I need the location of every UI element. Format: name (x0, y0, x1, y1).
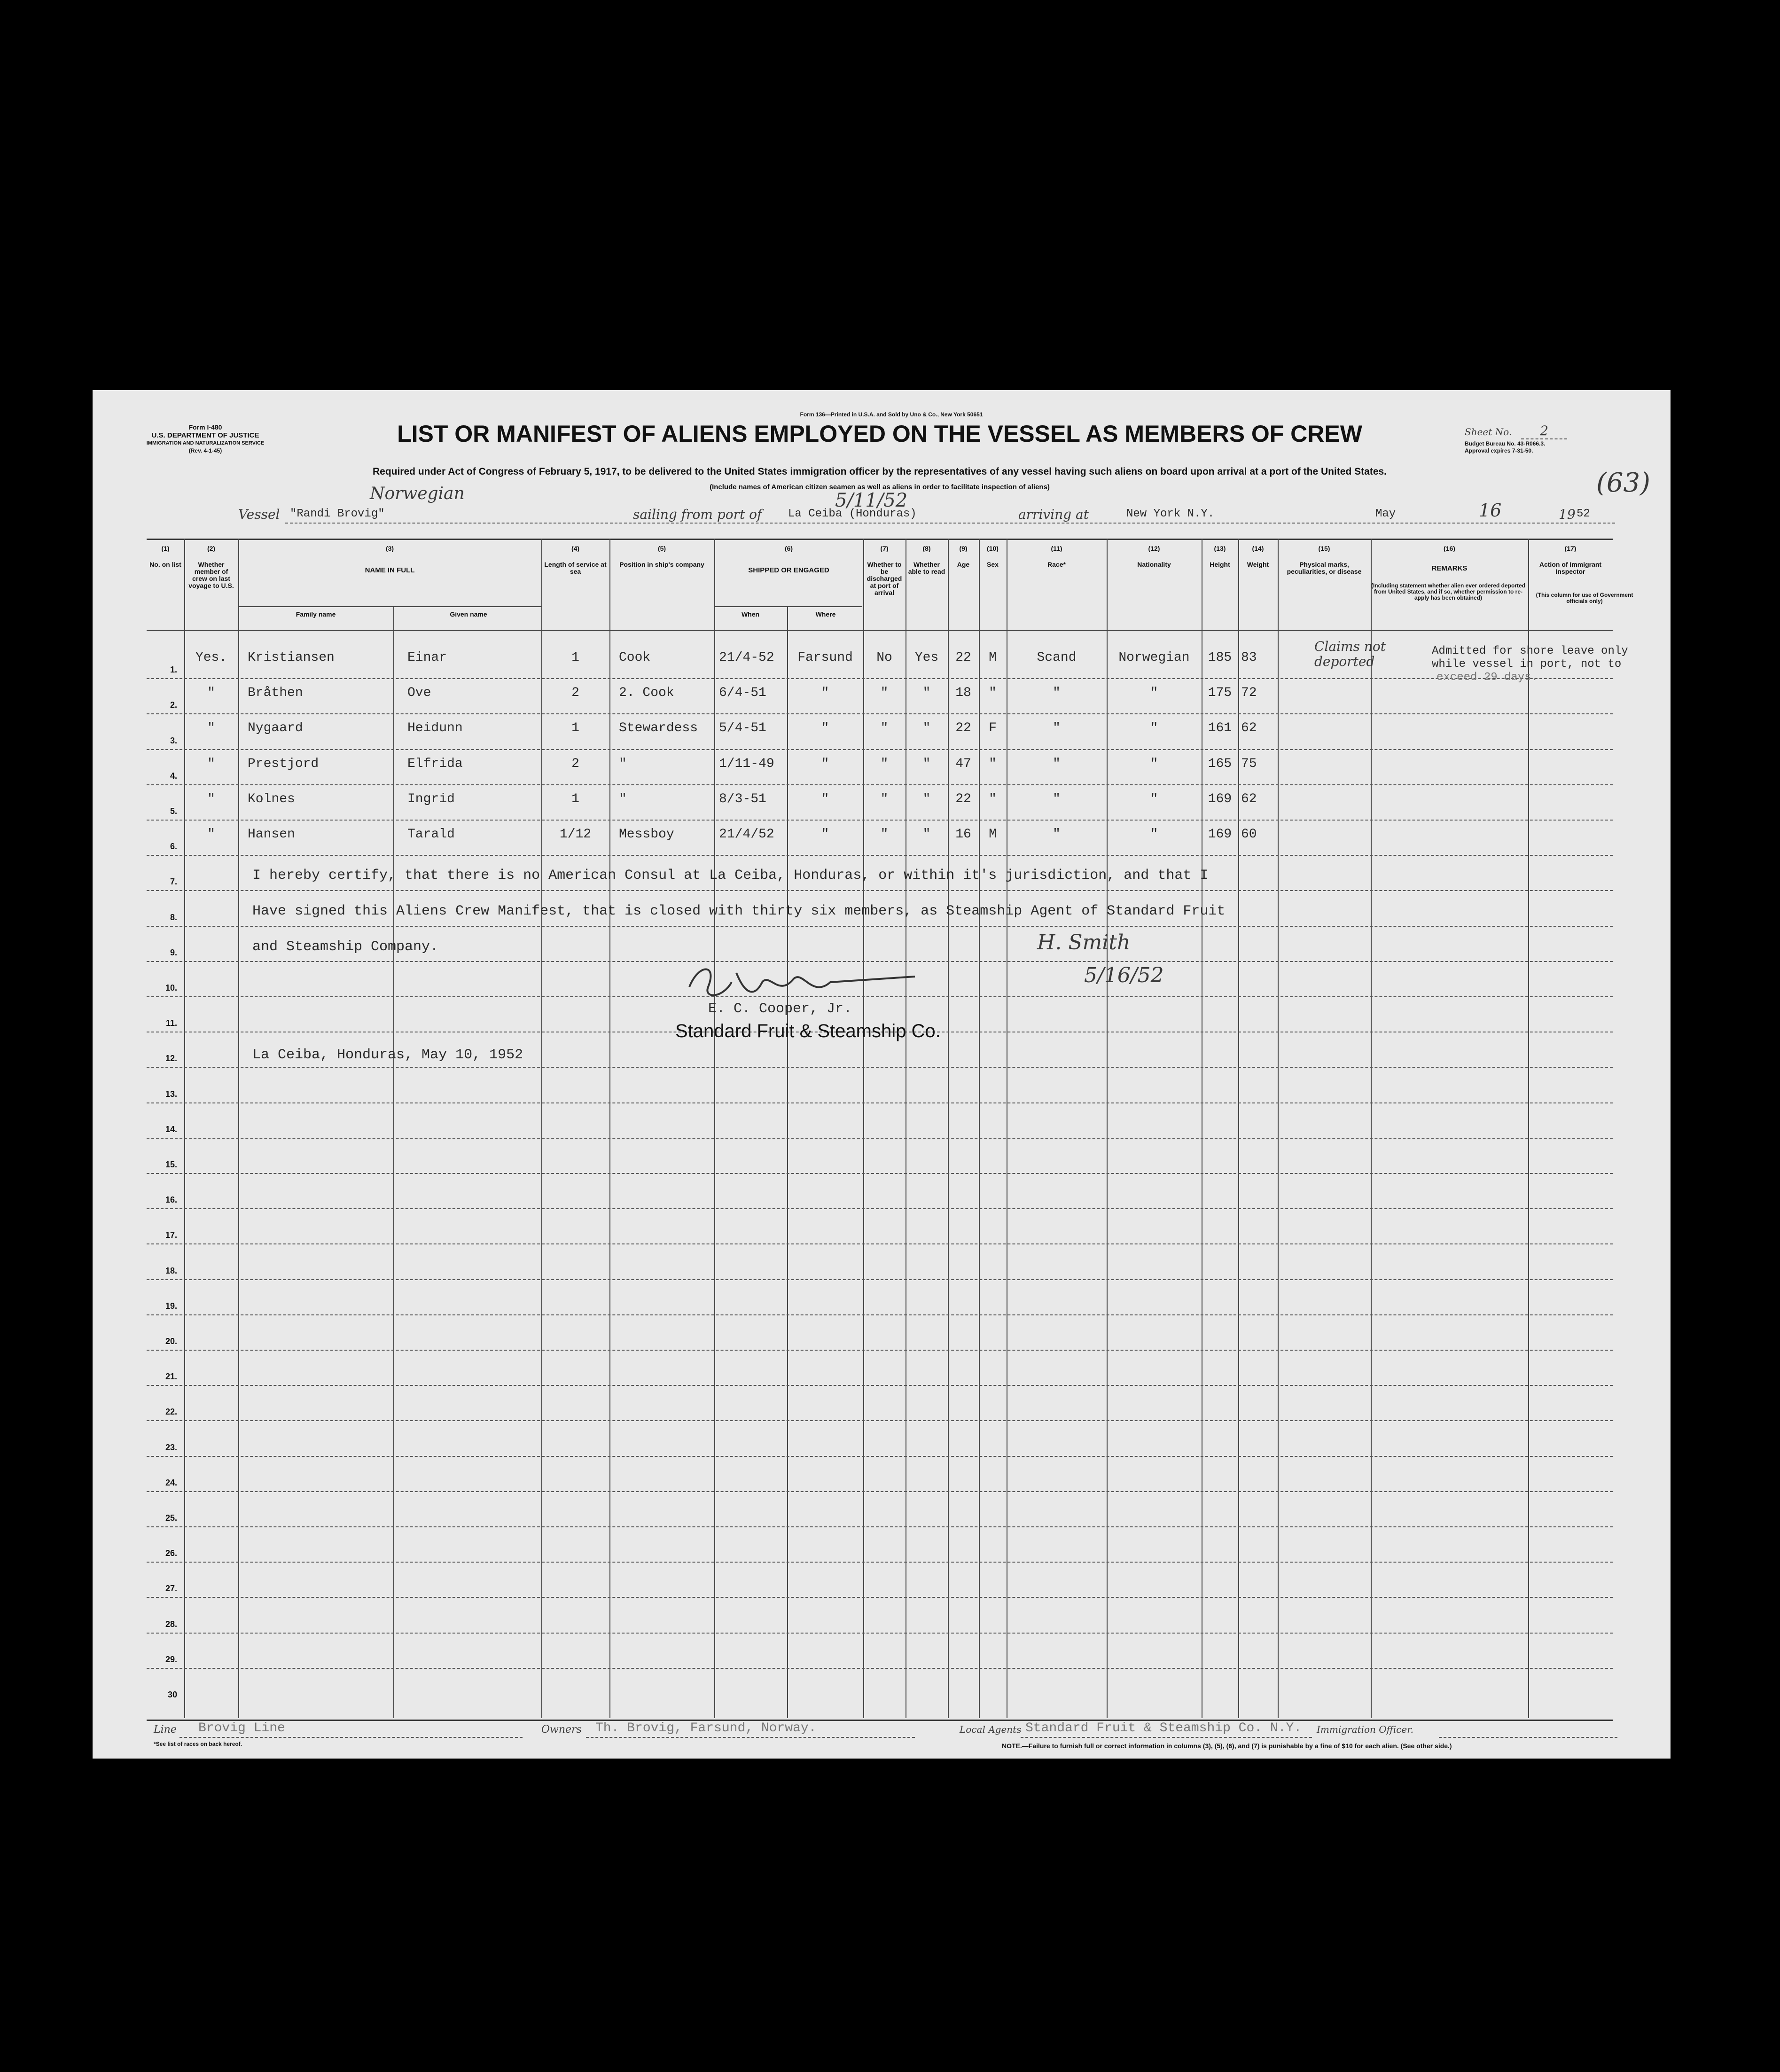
cell-weight: 72 (1241, 686, 1257, 701)
column-number: (17) (1564, 545, 1577, 552)
row-divider (147, 784, 1613, 785)
cell-sex: M (989, 827, 997, 842)
cell-read: " (922, 686, 931, 701)
cell-age: 18 (955, 686, 971, 701)
remarks-subnote: (Including statement whether alien ever ordered deported from United States, and if so, whether permission to re-apply has been obtained) (1371, 582, 1526, 601)
row-divider (147, 1456, 1613, 1457)
column-number: (7) (880, 545, 889, 552)
column-number: (13) (1214, 545, 1226, 552)
cell-service: 2 (571, 686, 579, 701)
column-number: (14) (1252, 545, 1264, 552)
cell-age: 22 (955, 791, 971, 806)
inspector-initials: H. Smith (1037, 930, 1131, 954)
manifest-table (147, 539, 1613, 1721)
arriving-label: arriving at (1018, 507, 1089, 522)
cell-height: 161 (1208, 721, 1232, 736)
column-label: No. on list (149, 561, 181, 568)
row-number: 29. (165, 1654, 177, 1664)
column-label: Whether member of crew on last voyage to U.S. (188, 561, 234, 589)
row-number: 8. (170, 912, 177, 922)
cell-nationality: " (1150, 686, 1158, 701)
port-name: La Ceiba (Honduras) (788, 508, 917, 520)
column-divider (393, 606, 394, 1718)
row-number: 21. (165, 1372, 177, 1382)
column-number: (11) (1051, 545, 1062, 552)
agents-label: Local Agents (960, 1724, 1022, 1735)
cell-sex: " (989, 756, 997, 771)
row-number: 9. (170, 947, 177, 957)
row-number: 28. (165, 1619, 177, 1629)
row-divider (147, 820, 1613, 821)
footer (147, 1720, 1617, 1758)
row-divider (147, 678, 1613, 679)
cell-family: Hansen (248, 827, 295, 842)
sheet-number-box (1465, 423, 1606, 454)
approval-expiry: Approval expires 7-31-50. (1465, 447, 1533, 454)
column-label: Race* (1047, 561, 1066, 568)
column-divider (787, 606, 788, 1718)
column-number: (10) (987, 545, 999, 552)
cell-where: " (821, 756, 829, 771)
row-number: 11. (165, 1018, 177, 1028)
cell-read: Yes (914, 650, 939, 665)
cell-where: " (821, 791, 829, 806)
revision: (Rev. 4-1-45) (188, 447, 222, 454)
cell-position: " (619, 756, 627, 771)
cell-where: " (821, 721, 829, 736)
cell-service: 1/12 (559, 827, 592, 842)
row-divider (147, 1491, 1613, 1492)
column-number: (2) (207, 545, 216, 552)
cell-height: 165 (1208, 756, 1232, 771)
cell-age: 22 (955, 650, 971, 665)
row-number: 24. (165, 1478, 177, 1487)
cell-discharged: " (880, 721, 889, 736)
line-value: Brovig Line (198, 1721, 285, 1736)
subtitle: Required under Act of Congress of February 5, 1917, to be delivered to the United States immigration officer by the representatives of any vessel having such aliens on board upon arrival at a port of the United States. (372, 466, 1387, 477)
sheet-label: Sheet No. (1465, 426, 1512, 438)
row-number: 2. (170, 700, 177, 710)
cell-read: " (922, 721, 931, 736)
row-divider (147, 890, 1613, 891)
cell-family: Bråthen (248, 686, 303, 701)
row-number: 6. (170, 842, 177, 852)
cell-height: 169 (1208, 791, 1232, 806)
column-divider (1107, 539, 1108, 1718)
manifest-sheet (93, 390, 1671, 1759)
cell-last-voyage: " (207, 686, 215, 701)
shipped-subheader-rule (714, 606, 862, 607)
row-divider (147, 1208, 1613, 1209)
column-number: (6) (784, 545, 793, 552)
cell-sex: " (989, 686, 997, 701)
row-number: 5. (170, 806, 177, 816)
cell-position: 2. Cook (619, 686, 674, 701)
cell-weight: 75 (1241, 756, 1257, 771)
inspector-subnote: (This column for use of Government officials only) (1536, 592, 1633, 604)
cell-family: Kolnes (248, 791, 295, 806)
certification-line-2: Have signed this Aliens Crew Manifest, that is closed with thirty six members, as Steamship Agent of Standard Fruit (252, 903, 1226, 919)
column-number: (5) (657, 545, 666, 552)
column-divider (948, 539, 949, 1718)
agents-value: Standard Fruit & Steamship Co. N.Y. (1025, 1721, 1302, 1736)
cell-where: " (821, 686, 829, 701)
column-label: Age (957, 561, 970, 568)
column-number: (16) (1444, 545, 1455, 552)
cell-position: Messboy (619, 827, 674, 842)
line-label: Line (154, 1724, 177, 1736)
row-divider (147, 1668, 1613, 1669)
form-id: Form I-480 (188, 423, 222, 431)
row-divider (147, 1067, 1613, 1068)
row-divider (147, 1526, 1613, 1527)
year-suffix: 52 (1577, 508, 1590, 520)
row-number: 15. (165, 1160, 177, 1169)
cell-given: Ove (407, 686, 431, 701)
row-number: 3. (170, 735, 177, 745)
remarks-line-2: while vessel in port, not to (1432, 658, 1622, 671)
cell-nationality: " (1150, 721, 1158, 736)
row-number: 17. (165, 1230, 177, 1240)
cell-last-voyage: " (207, 791, 215, 806)
row-number: 18. (165, 1266, 177, 1275)
cell-age: 22 (955, 721, 971, 736)
cell-race: " (1053, 756, 1061, 771)
company-stamp: Standard Fruit & Steamship Co. (675, 1021, 941, 1041)
column-divider (609, 539, 610, 1718)
row-divider (147, 1314, 1613, 1315)
where-header: Where (815, 610, 836, 618)
cell-discharged: " (880, 756, 889, 771)
cell-height: 169 (1208, 827, 1232, 842)
cell-last-voyage: " (207, 756, 215, 771)
cell-last-voyage: " (207, 827, 215, 842)
when-header: When (741, 610, 760, 618)
cell-when: 8/3-51 (719, 791, 766, 806)
cell-last-voyage: " (207, 721, 215, 736)
cell-service: 1 (571, 721, 579, 736)
row-divider (147, 1562, 1613, 1563)
column-number: (4) (571, 545, 580, 552)
cell-discharged: " (880, 686, 889, 701)
column-label: Whether able to read (908, 561, 945, 575)
row-divider (147, 1385, 1613, 1386)
page-title: LIST OR MANIFEST OF ALIENS EMPLOYED ON THE VESSEL AS MEMBERS OF CREW (397, 421, 1362, 447)
column-number: (15) (1318, 545, 1330, 552)
remarks-handwritten: Claims not deported (1314, 639, 1386, 669)
sailing-label: sailing from port of (633, 507, 762, 522)
cell-height: 175 (1208, 686, 1232, 701)
column-divider (1278, 539, 1279, 1718)
column-label: Position in ship's company (619, 561, 704, 568)
row-divider (147, 1420, 1613, 1421)
cell-sex: M (989, 650, 997, 665)
cell-where: Farsund (797, 650, 853, 665)
arrival-month: May (1375, 508, 1396, 520)
cell-discharged: " (880, 791, 889, 806)
port-date: 5/11/52 (835, 490, 908, 511)
row-divider (147, 1243, 1613, 1244)
row-divider (147, 1279, 1613, 1280)
arrival-day: 16 (1479, 500, 1502, 521)
department: U.S. DEPARTMENT OF JUSTICE (151, 431, 259, 439)
column-label: Nationality (1137, 561, 1171, 568)
cell-position: Cook (619, 650, 651, 665)
row-number: 1. (170, 665, 177, 675)
column-label: Sex (987, 561, 999, 568)
row-number: 26. (165, 1548, 177, 1558)
row-divider (147, 1102, 1613, 1103)
family-name-header: Family name (296, 610, 336, 618)
row-number: 30 (167, 1690, 177, 1699)
cell-service: 1 (571, 791, 579, 806)
owners-value: Th. Brovig, Farsund, Norway. (595, 1721, 817, 1736)
corner-mark: (63) (1596, 468, 1650, 498)
cell-read: " (922, 827, 931, 842)
cell-family: Kristiansen (248, 650, 335, 665)
given-name-header: Given name (450, 610, 487, 618)
row-number: 23. (165, 1442, 177, 1452)
row-number: 10. (165, 983, 177, 993)
cell-sex: F (989, 721, 997, 736)
budget-bureau: Budget Bureau No. 43-R066.3. (1465, 440, 1546, 447)
row-number: 16. (165, 1195, 177, 1205)
cell-weight: 60 (1241, 827, 1257, 842)
row-number: 13. (165, 1089, 177, 1099)
cell-height: 185 (1208, 650, 1232, 665)
row-number: 14. (165, 1124, 177, 1134)
header-bottom-rule (147, 630, 1613, 631)
cell-when: 21/4-52 (719, 650, 774, 665)
column-divider (714, 539, 715, 1718)
cell-nationality: " (1150, 827, 1158, 842)
cell-when: 5/4-51 (719, 721, 766, 736)
include-note: (Include names of American citizen seamen as well as aliens in order to facilitate inspection of aliens) (710, 483, 1050, 491)
cell-when: 1/11-49 (719, 756, 774, 771)
cell-discharged: No (876, 650, 892, 665)
cell-weight: 62 (1241, 721, 1257, 736)
cell-service: 1 (571, 650, 579, 665)
certification-line-3: and Steamship Company. (252, 939, 439, 955)
column-number: (1) (161, 545, 170, 552)
row-number: 12. (165, 1054, 177, 1063)
cell-race: Scand (1037, 650, 1077, 665)
vessel-name: "Randi Brovig" (290, 508, 385, 520)
column-divider (863, 539, 864, 1718)
service: IMMIGRATION AND NATURALIZATION SERVICE (146, 440, 265, 446)
vessel-label: Vessel (238, 507, 280, 522)
cell-age: 47 (955, 756, 971, 771)
cell-given: Tarald (407, 827, 455, 842)
column-divider (238, 539, 239, 1718)
cell-when: 6/4-51 (719, 686, 766, 701)
column-divider (1528, 539, 1529, 1718)
column-divider (184, 539, 185, 1718)
cell-age: 16 (955, 827, 971, 842)
cell-race: " (1053, 721, 1061, 736)
cell-race: " (1053, 791, 1061, 806)
name-subheader-rule (238, 606, 541, 607)
cell-nationality: Norwegian (1118, 650, 1190, 665)
row-divider (147, 1173, 1613, 1174)
cell-where: " (821, 827, 829, 842)
printer-note: Form 136—Printed in U.S.A. and Sold by Uno & Co., New York 50651 (800, 411, 983, 418)
penalty-note: NOTE.—Failure to furnish full or correct information in columns (3), (5), (6), and (7) is punishable by a fine of $10 for each alien. (See other side.) (1002, 1742, 1452, 1750)
row-divider (147, 713, 1613, 714)
cell-service: 2 (571, 756, 579, 771)
cell-discharged: " (880, 827, 889, 842)
row-number: 27. (165, 1584, 177, 1594)
row-divider (147, 926, 1613, 927)
column-divider (979, 539, 980, 1718)
cell-family: Prestjord (248, 756, 319, 771)
column-label: NAME IN FULL (365, 566, 415, 574)
cell-weight: 62 (1241, 791, 1257, 806)
column-label: Physical marks, peculiarities, or disease (1287, 561, 1362, 575)
remarks-line-1: Admitted for shore leave only (1432, 645, 1628, 657)
cell-given: Einar (407, 650, 447, 665)
column-number: (8) (922, 545, 931, 552)
year-prefix: 19 (1559, 507, 1576, 522)
cell-race: " (1053, 827, 1061, 842)
cell-family: Nygaard (248, 721, 303, 736)
cell-sex: " (989, 791, 997, 806)
signer-name: E. C. Cooper, Jr. (708, 1001, 852, 1017)
remarks-line-3: exceed 29 days. (1436, 671, 1538, 684)
column-number: (3) (385, 545, 394, 552)
row-number: 4. (170, 771, 177, 781)
column-number: (12) (1148, 545, 1160, 552)
vessel-note: Norwegian (370, 484, 465, 503)
row-divider (147, 749, 1613, 750)
cell-nationality: " (1150, 756, 1158, 771)
cell-race: " (1053, 686, 1061, 701)
column-divider (541, 539, 542, 1718)
column-number: (9) (959, 545, 968, 552)
owners-label: Owners (541, 1724, 582, 1736)
officer-label: Immigration Officer. (1317, 1724, 1413, 1735)
column-label: Height (1210, 561, 1230, 568)
column-label: SHIPPED OR ENGAGED (748, 566, 829, 574)
column-divider (1371, 539, 1372, 1718)
cell-position: Stewardess (619, 721, 698, 736)
cell-given: Ingrid (407, 791, 455, 806)
arrival-port: New York N.Y. (1126, 508, 1215, 520)
race-note: *See list of races on back hereof. (154, 1741, 242, 1747)
cell-given: Heidunn (407, 721, 463, 736)
row-number: 7. (170, 877, 177, 887)
cell-nationality: " (1150, 791, 1158, 806)
sheet-number: 2 (1521, 423, 1567, 439)
place-and-date: La Ceiba, Honduras, May 10, 1952 (252, 1047, 523, 1063)
cell-read: " (922, 791, 931, 806)
column-label: Action of Immigrant Inspector (1539, 561, 1602, 575)
column-label: REMARKS (1431, 564, 1468, 572)
row-divider (147, 1138, 1613, 1139)
cell-position: " (619, 791, 627, 806)
row-number: 19. (165, 1301, 177, 1311)
column-label: Length of service at sea (544, 561, 607, 575)
cell-weight: 83 (1241, 650, 1257, 665)
cell-read: " (922, 756, 931, 771)
column-label: Weight (1247, 561, 1269, 568)
row-divider (147, 1350, 1613, 1351)
row-divider (147, 1633, 1613, 1634)
cell-when: 21/4/52 (719, 827, 774, 842)
certification-line-1: I hereby certify, that there is no American Consul at La Ceiba, Honduras, or within it's jurisdiction, and that I (252, 868, 1209, 884)
row-number: 20. (165, 1337, 177, 1346)
column-label: Whether to be discharged at port of arrival (867, 561, 902, 596)
row-number: 25. (165, 1513, 177, 1523)
cell-given: Elfrida (407, 756, 463, 771)
column-divider (1238, 539, 1239, 1718)
row-divider (147, 855, 1613, 856)
row-number: 22. (165, 1407, 177, 1417)
cell-last-voyage: Yes. (195, 650, 227, 665)
inspector-date: 5/16/52 (1084, 963, 1164, 987)
row-divider (147, 1597, 1613, 1598)
